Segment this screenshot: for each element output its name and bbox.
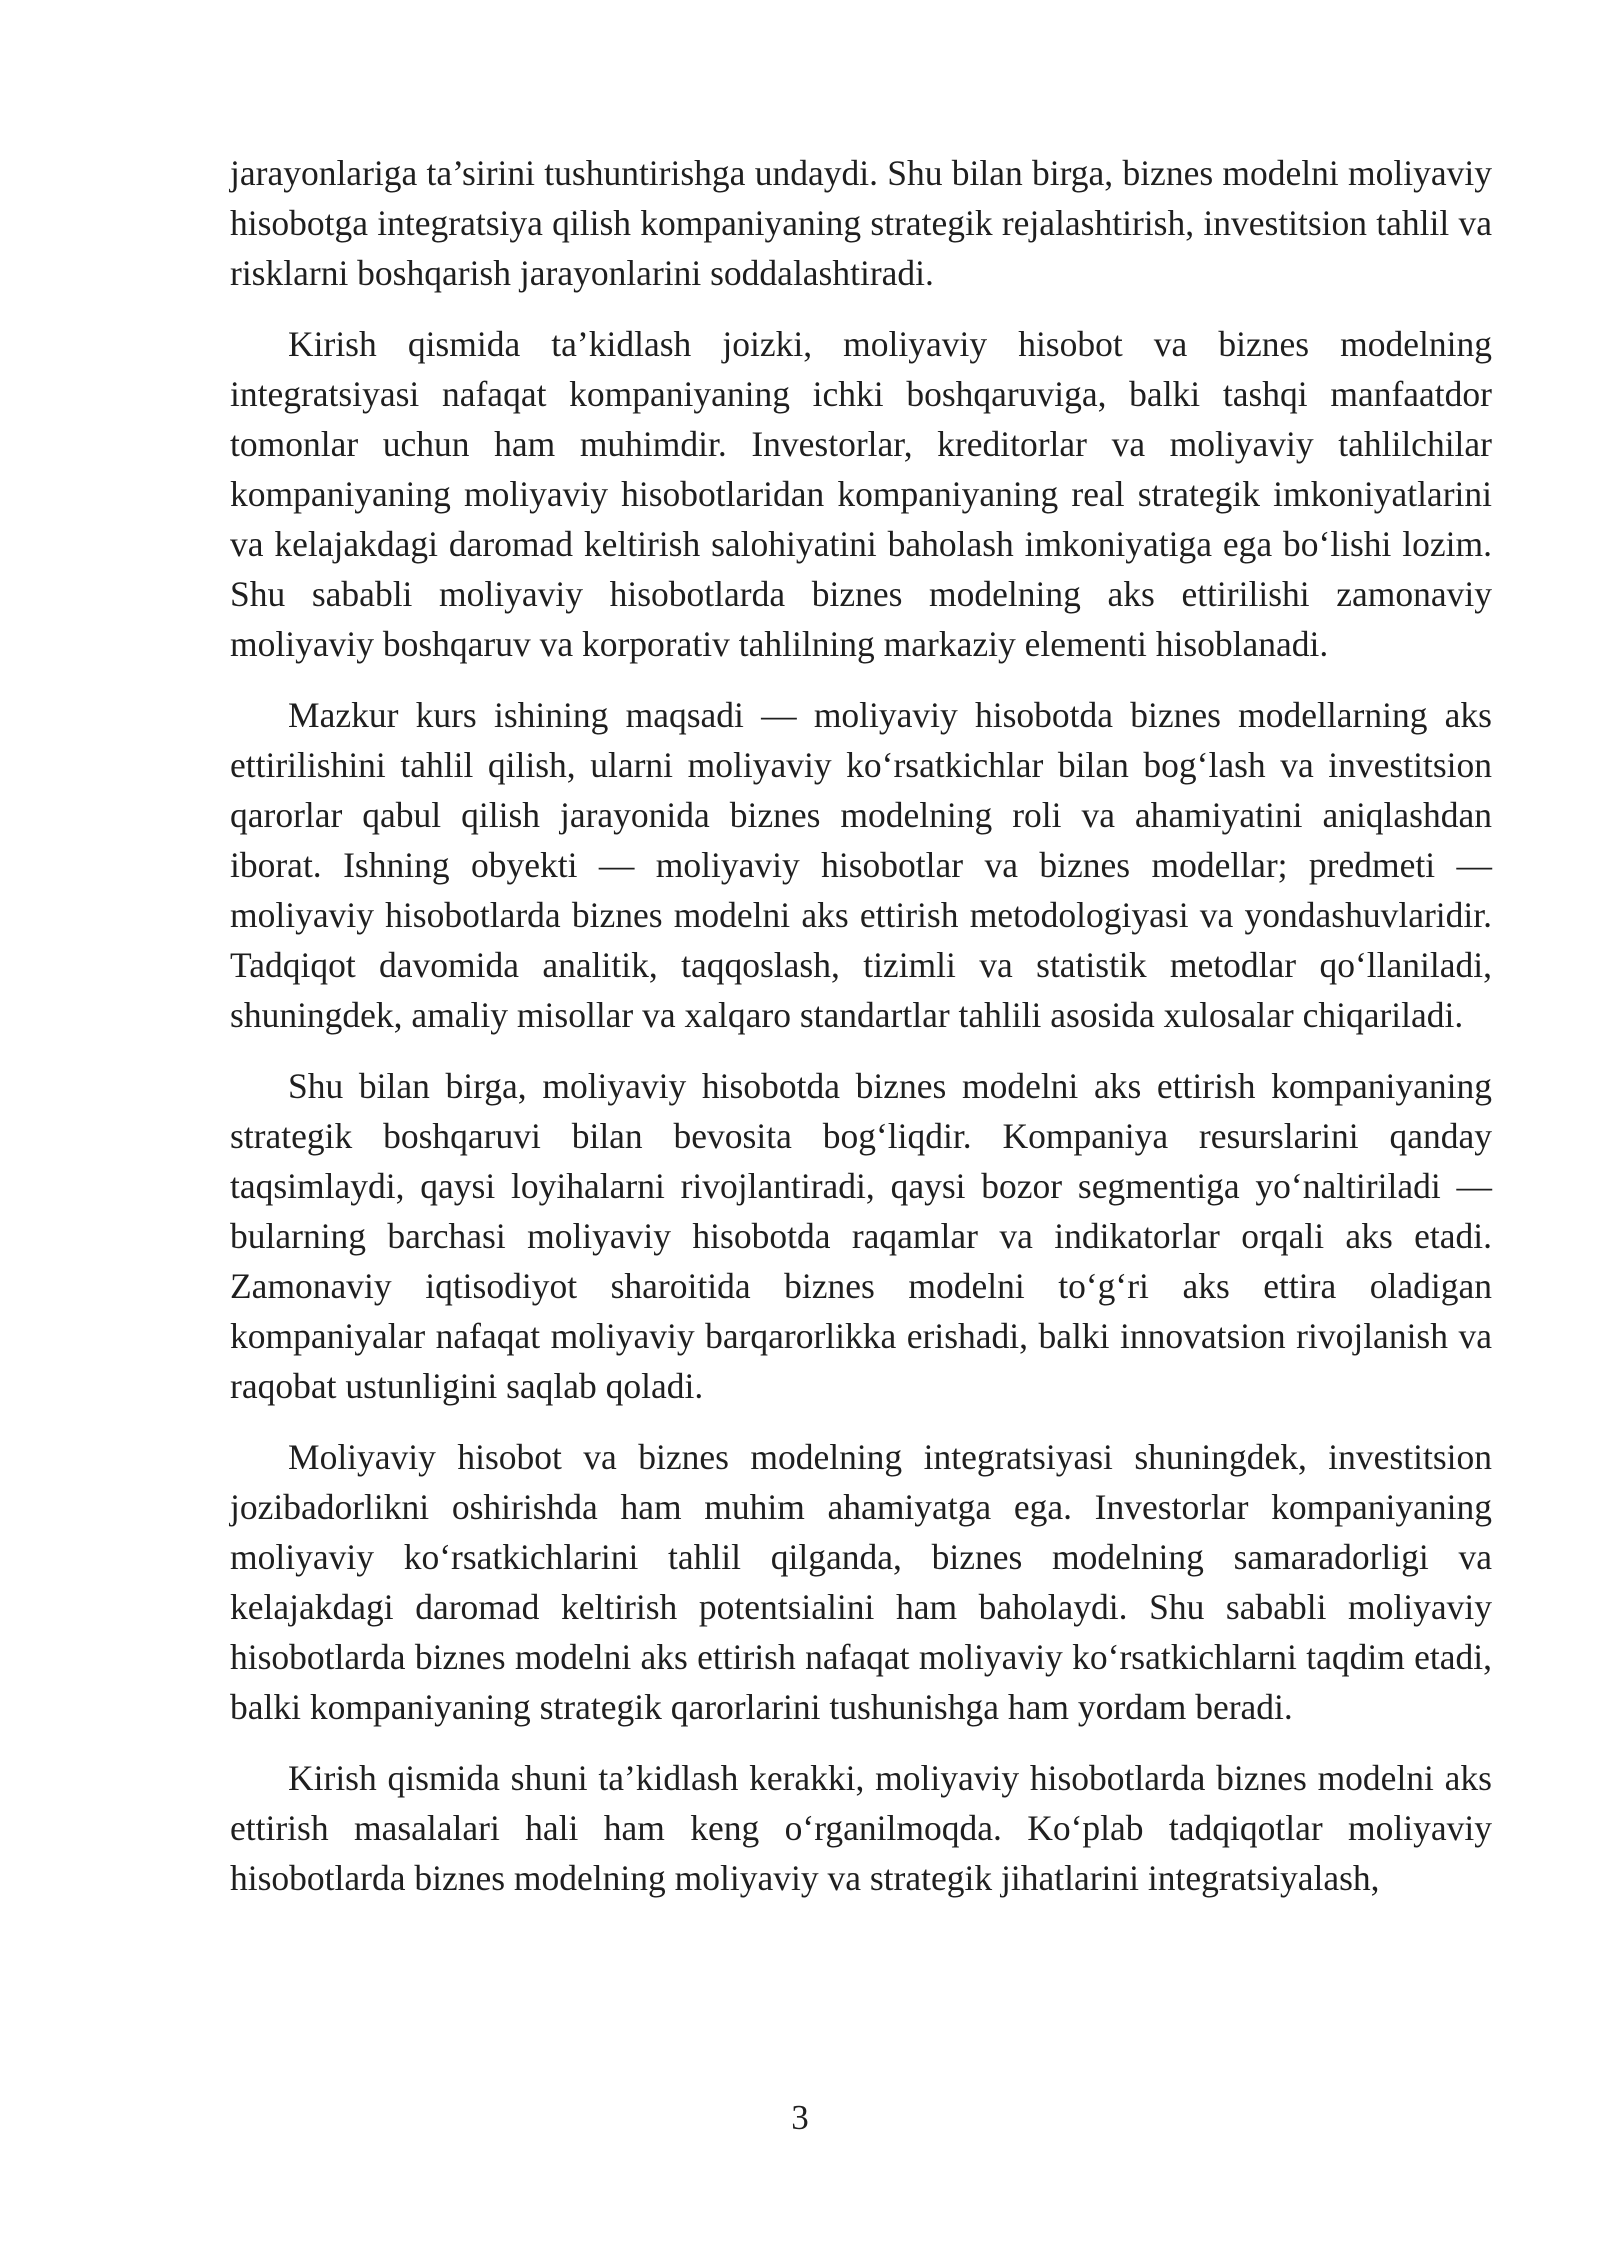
paragraph-research-status: Kirish qismida shuni ta’kidlash kerakki, moliyaviy hisobotlarda biznes modelni aks ettirish masalalari hali ham keng o‘rganilmoqda. Ko‘plab tadqiqotlar moliyaviy hisobotlarda biznes modelning moliyaviy va strategik jihatlarini integratsiyalash,	[230, 1758, 1492, 1898]
paragraph-course-goal: Mazkur kurs ishining maqsadi — moliyaviy hisobotda biznes modellarning aks ettirilishini tahlil qilish, ularni moliyaviy ko‘rsatkichlar bilan bog‘lash va investitsion qarorlar qabul qilish jarayonida biznes modelning roli va ahamiyatini aniqlashdan iborat. Ishning obyekti — moliyaviy hisobotlar va biznes modellar; predmeti — moliyaviy hisobotlarda biznes modelni aks ettirish metodologiyasi va yondashuvlaridir. Tadqiqot davomida analitik, taqqoslash, tizimli va statistik metodlar qo‘llaniladi, shuningdek, amaliy misollar va xalqaro standartlar tahlili asosida xulosalar chiqariladi.	[230, 695, 1492, 1035]
body-text	[230, 148, 1492, 1924]
paragraph-continuation: jarayonlariga ta’sirini tushuntirishga undaydi. Shu bilan birga, biznes modelni moliyaviy hisobotga integratsiya qilish kompaniyaning strategik rejalashtirish, investitsion tahlil va risklarni boshqarish jarayonlarini soddalashtiradi.	[230, 153, 1492, 293]
paragraph-strategic-management: Shu bilan birga, moliyaviy hisobotda biznes modelni aks ettirish kompaniyaning strategik boshqaruvi bilan bevosita bog‘liqdir. Kompaniya resurslarini qanday taqsimlaydi, qaysi loyihalarni rivojlantiradi, qaysi bozor segmentiga yo‘naltiriladi — bularning barchasi moliyaviy hisobotda raqamlar va indikatorlar orqali aks etadi. Zamonaviy iqtisodiyot sharoitida biznes modelni to‘g‘ri aks ettira oladigan kompaniyalar nafaqat moliyaviy barqarorlikka erishadi, balki innovatsion rivojlanish va raqobat ustunligini saqlab qoladi.	[230, 1066, 1492, 1406]
page-number: 3	[791, 2098, 809, 2137]
paragraph-investment-attractiveness: Moliyaviy hisobot va biznes modelning integratsiyasi shuningdek, investitsion jozibadorlikni oshirishda ham muhim ahamiyatga ega. Investorlar kompaniyaning moliyaviy ko‘rsatkichlarini tahlil qilganda, biznes modelning samaradorligi va kelajakdagi daromad keltirish potentsialini ham baholaydi. Shu sababli moliyaviy hisobotlarda biznes modelni aks ettirish nafaqat moliyaviy ko‘rsatkichlarni taqdim etadi, balki kompaniyaning strategik qarorlarini tushunishga ham yordam beradi.	[230, 1437, 1492, 1727]
paragraph-integration-importance: Kirish qismida ta’kidlash joizki, moliyaviy hisobot va biznes modelning integratsiyasi nafaqat kompaniyaning ichki boshqaruviga, balki tashqi manfaatdor tomonlar uchun ham muhimdir. Investorlar, kreditorlar va moliyaviy tahlilchilar kompaniyaning moliyaviy hisobotlaridan kompaniyaning real strategik imkoniyatlarini va kelajakdagi daromad keltirish salohiyatini baholash imkoniyatiga ega bo‘lishi lozim. Shu sababli moliyaviy hisobotlarda biznes modelning aks ettirilishi zamonaviy moliyaviy boshqaruv va korporativ tahlilning markaziy elementi hisoblanadi.	[230, 324, 1492, 664]
